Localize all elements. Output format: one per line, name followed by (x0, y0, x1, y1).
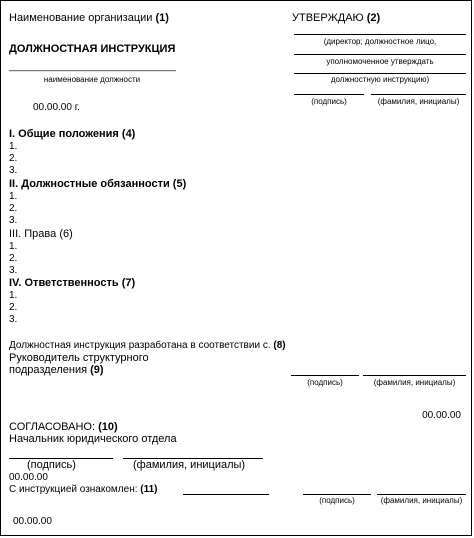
list-item: 2. (9, 203, 18, 214)
section-num: (5) (172, 178, 187, 190)
developed-date: 00.00.00 (422, 410, 461, 421)
acquainted-num: (11) (140, 484, 158, 495)
approver-line-2 (294, 54, 466, 55)
position-caption: наименование должности (43, 75, 141, 84)
org-label: Наименование организации (9, 12, 153, 24)
acquainted-signature-line (303, 494, 371, 495)
section-title: II. Должностные обязанности (9, 178, 170, 190)
acquainted-date: 00.00.00 (13, 516, 52, 527)
developed-line (9, 340, 286, 352)
developed-text: Должностная инструкция разработана в соответствии с. (9, 340, 271, 351)
list-item: 2. (9, 253, 18, 264)
instruction-caption: должностную инструкцию) (330, 75, 430, 84)
acquainted-line (9, 484, 158, 496)
approver-signature-caption: (подпись) (311, 97, 347, 106)
org-num: (1) (155, 12, 169, 24)
head-label: подразделения (9, 364, 88, 376)
head-signature-caption: (подпись) (307, 378, 343, 387)
approver-line-3 (294, 73, 466, 74)
approver-line-1 (294, 34, 466, 35)
approver-name-line (371, 94, 466, 95)
section-2 (9, 178, 186, 227)
agreed-num: (10) (98, 421, 118, 433)
list-item: 1. (9, 141, 18, 152)
acquainted-signature-caption: (подпись) (319, 496, 355, 505)
approve-num: (2) (366, 12, 381, 24)
acquainted-name-caption: (фамилия, инициалы) (380, 496, 463, 505)
list-item: 3. (9, 265, 18, 276)
approver-name-caption: (фамилия, инициалы) (377, 97, 460, 106)
list-item: 3. (9, 165, 18, 176)
list-item: 1. (9, 241, 18, 252)
acquainted-name-line (377, 494, 466, 495)
authorized-caption: уполномоченное утверждать (326, 57, 434, 66)
section-4 (9, 277, 135, 326)
header-date: 00.00.00 г. (33, 102, 80, 113)
section-3 (9, 228, 73, 277)
head-line-2 (9, 364, 104, 377)
head-line-1: Руководитель структурного (9, 352, 149, 364)
section-title: I. Общие положения (9, 128, 119, 140)
list-item: 2. (9, 302, 18, 313)
position-dashes: ______________________________ (9, 61, 176, 72)
section-title: III. Права (9, 228, 57, 240)
agreed-position: Начальник юридического отдела (9, 433, 177, 445)
list-item: 3. (9, 215, 18, 226)
section-title: IV. Ответственность (9, 277, 119, 289)
list-item: 1. (9, 191, 18, 202)
head-name-caption: (фамилия, инициалы) (373, 378, 456, 387)
head-num: (9) (90, 364, 104, 376)
list-item: 3. (9, 314, 18, 325)
agreed-signature-caption: (подпись) (27, 459, 76, 471)
head-name-line (363, 375, 466, 376)
agreed-name-caption: (фамилия, инициалы) (133, 459, 246, 471)
section-num: (4) (121, 128, 136, 140)
org-name-line (9, 12, 169, 25)
section-num: (7) (121, 277, 136, 289)
agreed-label: СОГЛАСОВАНО: (9, 421, 96, 433)
approve-line (292, 12, 380, 25)
list-item: 2. (9, 153, 18, 164)
section-num: (6) (59, 228, 73, 240)
developed-num: (8) (273, 340, 286, 351)
head-signature-line (291, 375, 359, 376)
agreed-date: 00.00.00 (9, 472, 48, 483)
document-title: ДОЛЖНОСТНАЯ ИНСТРУКЦИЯ (9, 43, 176, 55)
section-1 (9, 128, 135, 177)
acquainted-blank-line (183, 494, 269, 495)
approve-label: УТВЕРЖДАЮ (292, 12, 364, 24)
approver-signature-line (294, 94, 364, 95)
director-caption: (директор; должностное лицо, (323, 37, 437, 46)
acquainted-label: С инструкцией ознакомлен: (9, 484, 138, 495)
list-item: 1. (9, 290, 18, 301)
